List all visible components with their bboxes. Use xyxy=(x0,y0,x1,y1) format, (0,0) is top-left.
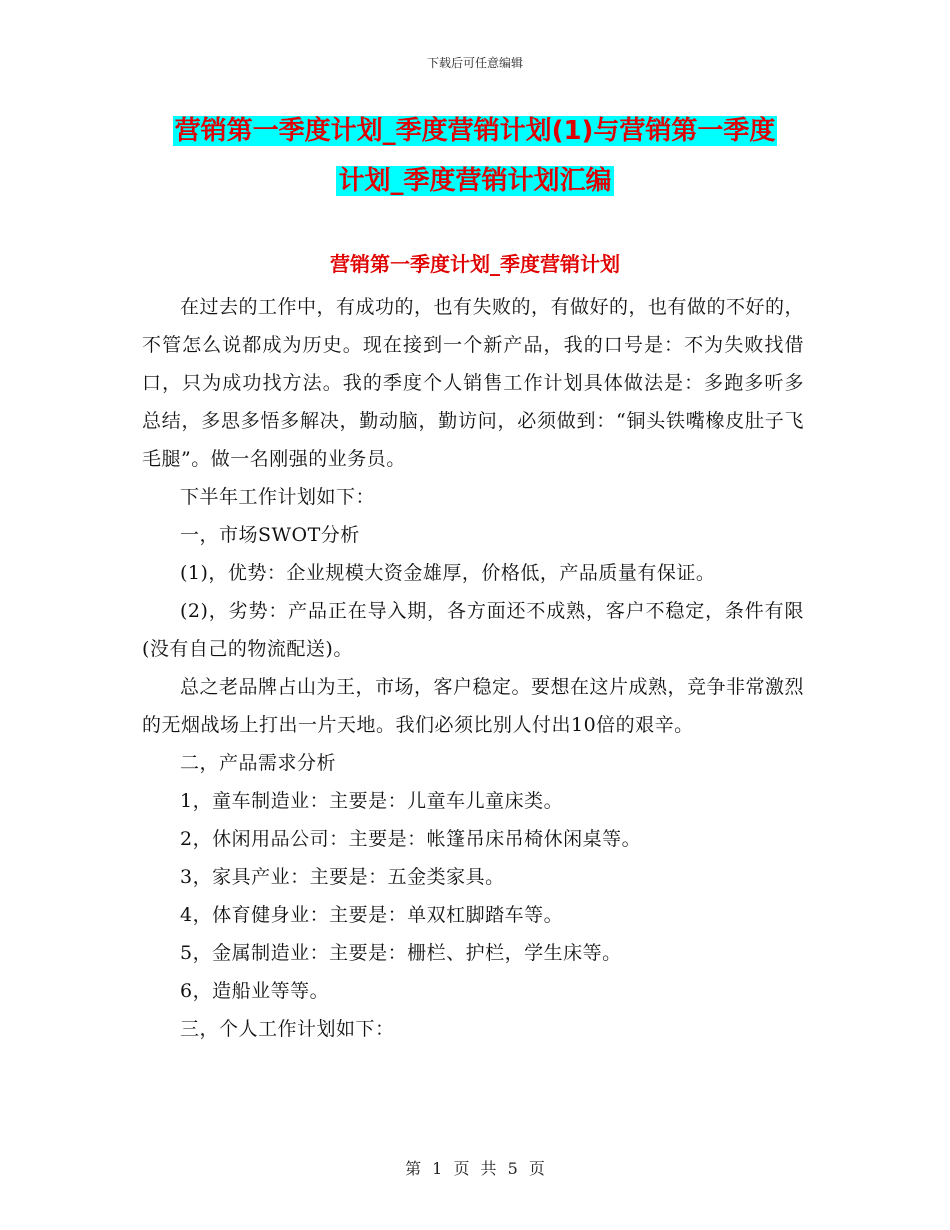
document-title-line-2: 计划_季度营销计划汇编 xyxy=(338,166,612,196)
list-item-demand-1: 1，童车制造业：主要是：儿童车儿童床类。 xyxy=(180,790,564,812)
document-title xyxy=(140,106,810,206)
list-item-demand-3: 3，家具产业：主要是：五金类家具。 xyxy=(180,866,505,888)
page-footer-number: 第 1 页 共 5 页 xyxy=(405,1159,545,1178)
paragraph-intro: 在过去的工作中，有成功的，也有失败的，有做好的，也有做的不好的，不管怎么说都成为历史。现在接到一个新产品，我的口号是：不为失败找借口，只为成功找方法。我的季度个人销售工作计划具体做法是：多跑多听多总结，多思多悟多解决，勤动脑，勤访问，必须做到：“铜头铁嘴橡皮肚子飞毛腿”。做一名刚强的业务员。 xyxy=(142,296,805,470)
paragraph-swot-heading: 一，市场SWOT分析 xyxy=(180,524,360,546)
list-item-demand-6: 6，造船业等等。 xyxy=(180,980,330,1002)
list-item-demand-2: 2，休闲用品公司：主要是：帐篷吊床吊椅休闲桌等。 xyxy=(180,828,642,850)
paragraph-personal-plan-heading: 三，个人工作计划如下： xyxy=(180,1018,395,1040)
list-item-demand-5: 5，金属制造业：主要是：栅栏、护栏，学生床等。 xyxy=(180,942,622,964)
document-body xyxy=(142,288,804,1048)
paragraph-demand-heading: 二，产品需求分析 xyxy=(180,752,337,774)
document-title-line-1: 营销第一季度计划_季度营销计划(1)与营销第一季度 xyxy=(174,116,776,146)
list-item-demand-4: 4，体育健身业：主要是：单双杠脚踏车等。 xyxy=(180,904,564,926)
paragraph-weaknesses: (2)，劣势：产品正在导入期，各方面还不成熟，客户不稳定，条件有限(没有自己的物流配送)。 xyxy=(142,600,804,660)
section-title: 营销第一季度计划_季度营销计划 xyxy=(330,252,620,276)
page-header-note: 下载后可任意编辑 xyxy=(426,56,523,70)
paragraph-strengths: (1)，优势：企业规模大资金雄厚，价格低，产品质量有保证。 xyxy=(180,562,716,584)
paragraph-summary: 总之老品牌占山为王，市场，客户稳定。要想在这片成熟，竞争非常激烈的无烟战场上打出一片天地。我们必须比别人付出10倍的艰辛。 xyxy=(142,676,805,736)
paragraph-plan-heading: 下半年工作计划如下： xyxy=(180,486,376,508)
